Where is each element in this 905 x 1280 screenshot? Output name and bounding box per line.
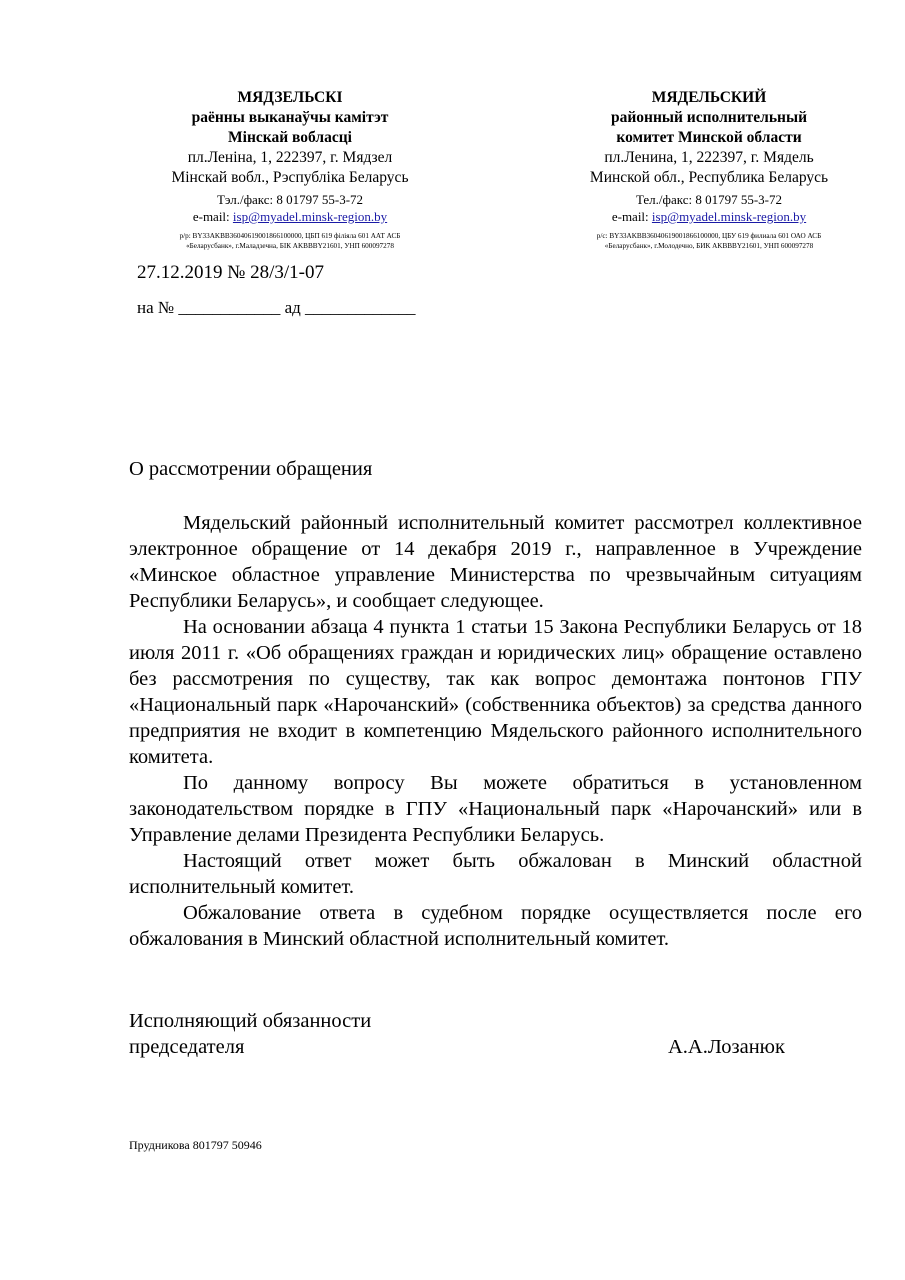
email-row-ru: [559, 208, 859, 225]
reference-line: на № ____________ ад _____________: [137, 298, 416, 317]
executor-contact: Прудникова 801797 50946: [129, 1138, 262, 1152]
signatory-title-line2: председателя: [129, 1036, 245, 1058]
document-date-number: 27.12.2019 № 28/3/1-07: [137, 262, 325, 283]
org-region-by: Мінскай вобласці: [228, 129, 352, 146]
address-line1-by: пл.Леніна, 1, 222397, г. Мядзел: [187, 149, 393, 166]
address-line2-ru: Минской обл., Республика Беларусь: [589, 169, 829, 186]
email-link-by[interactable]: isp@myadel.minsk-region.by: [232, 209, 388, 224]
phone-ru: Тел./факс: 8 01797 55-3-72: [635, 192, 783, 207]
paragraph: Мядельский районный исполнительный комитет рассмотрел коллективное электронное обращение от 14 декабря 2019 г., направленное в Учреждение «Минское областное управление Министерства по чрезвычайным ситуациям Республики Беларусь», и сообщает следующее.: [129, 512, 862, 612]
email-link-ru[interactable]: isp@myadel.minsk-region.by: [651, 209, 807, 224]
header-russian: [559, 88, 859, 251]
letter-body: [129, 510, 862, 952]
signatory-name: А.А.Лозанюк: [668, 1036, 785, 1058]
bank-line1-ru: р/с: BY33AKBB36040619001866100000, ЦБУ 619 филиала 601 ОАО АСБ: [596, 232, 822, 240]
org-subtitle-by: раённы выканаўчы камітэт: [191, 109, 389, 126]
signatory-title-line1: Исполняющий обязанности: [129, 1010, 372, 1032]
org-name-by: МЯДЗЕЛЬСКІ: [237, 89, 343, 106]
subject-heading: О рассмотрении обращения: [129, 458, 373, 480]
phone-by: Тэл./факс: 8 01797 55-3-72: [216, 192, 364, 207]
bank-line2-by: «Беларусбанк», г.Маладзечна, БІК AKBBBY21601, УНП 600097278: [186, 242, 394, 250]
bank-line2-ru: «Беларусбанк», г.Молодечно, БИК AKBBBY21601, УНП 600097278: [604, 242, 814, 250]
paragraph: Обжалование ответа в судебном порядке осуществляется после его обжалования в Минский областной исполнительный комитет.: [129, 902, 862, 950]
paragraph: По данному вопросу Вы можете обратиться в установленном законодательством порядке в ГПУ «Национальный парк «Нарочанский» или в Управление делами Президента Республики Беларусь.: [129, 772, 862, 846]
header-belarusian: [140, 88, 440, 251]
paragraph: Настоящий ответ может быть обжалован в Минский областной исполнительный комитет.: [129, 850, 862, 898]
org-name-ru: МЯДЕЛЬСКИЙ: [651, 89, 767, 106]
signatory-title: [129, 1008, 371, 1060]
email-row-by: [140, 208, 440, 225]
paragraph: На основании абзаца 4 пункта 1 статьи 15 Закона Республики Беларусь от 18 июля 2011 г. «Об обращениях граждан и юридических лиц» обращение оставлено без рассмотрения по существу, так как вопрос демонтажа понтонов ГПУ «Национальный парк «Нарочанский» (собственника объектов) за средства данного предприятия не входит в компетенцию Мядельского районного исполнительного комитета.: [129, 616, 862, 768]
org-region-ru: комитет Минской области: [616, 129, 802, 146]
address-line2-by: Мінскай вобл., Рэспубліка Беларусь: [171, 169, 409, 186]
org-subtitle-ru: районный исполнительный: [610, 109, 807, 126]
bank-line1-by: р/р: BY33AKBB36040619001866100000, ЦБП 619 філіяла 601 ААТ АСБ: [179, 232, 401, 240]
address-line1-ru: пл.Ленина, 1, 222397, г. Мядель: [604, 149, 814, 166]
email-label-by: e-mail:: [192, 209, 233, 224]
email-label-ru: e-mail:: [611, 209, 652, 224]
